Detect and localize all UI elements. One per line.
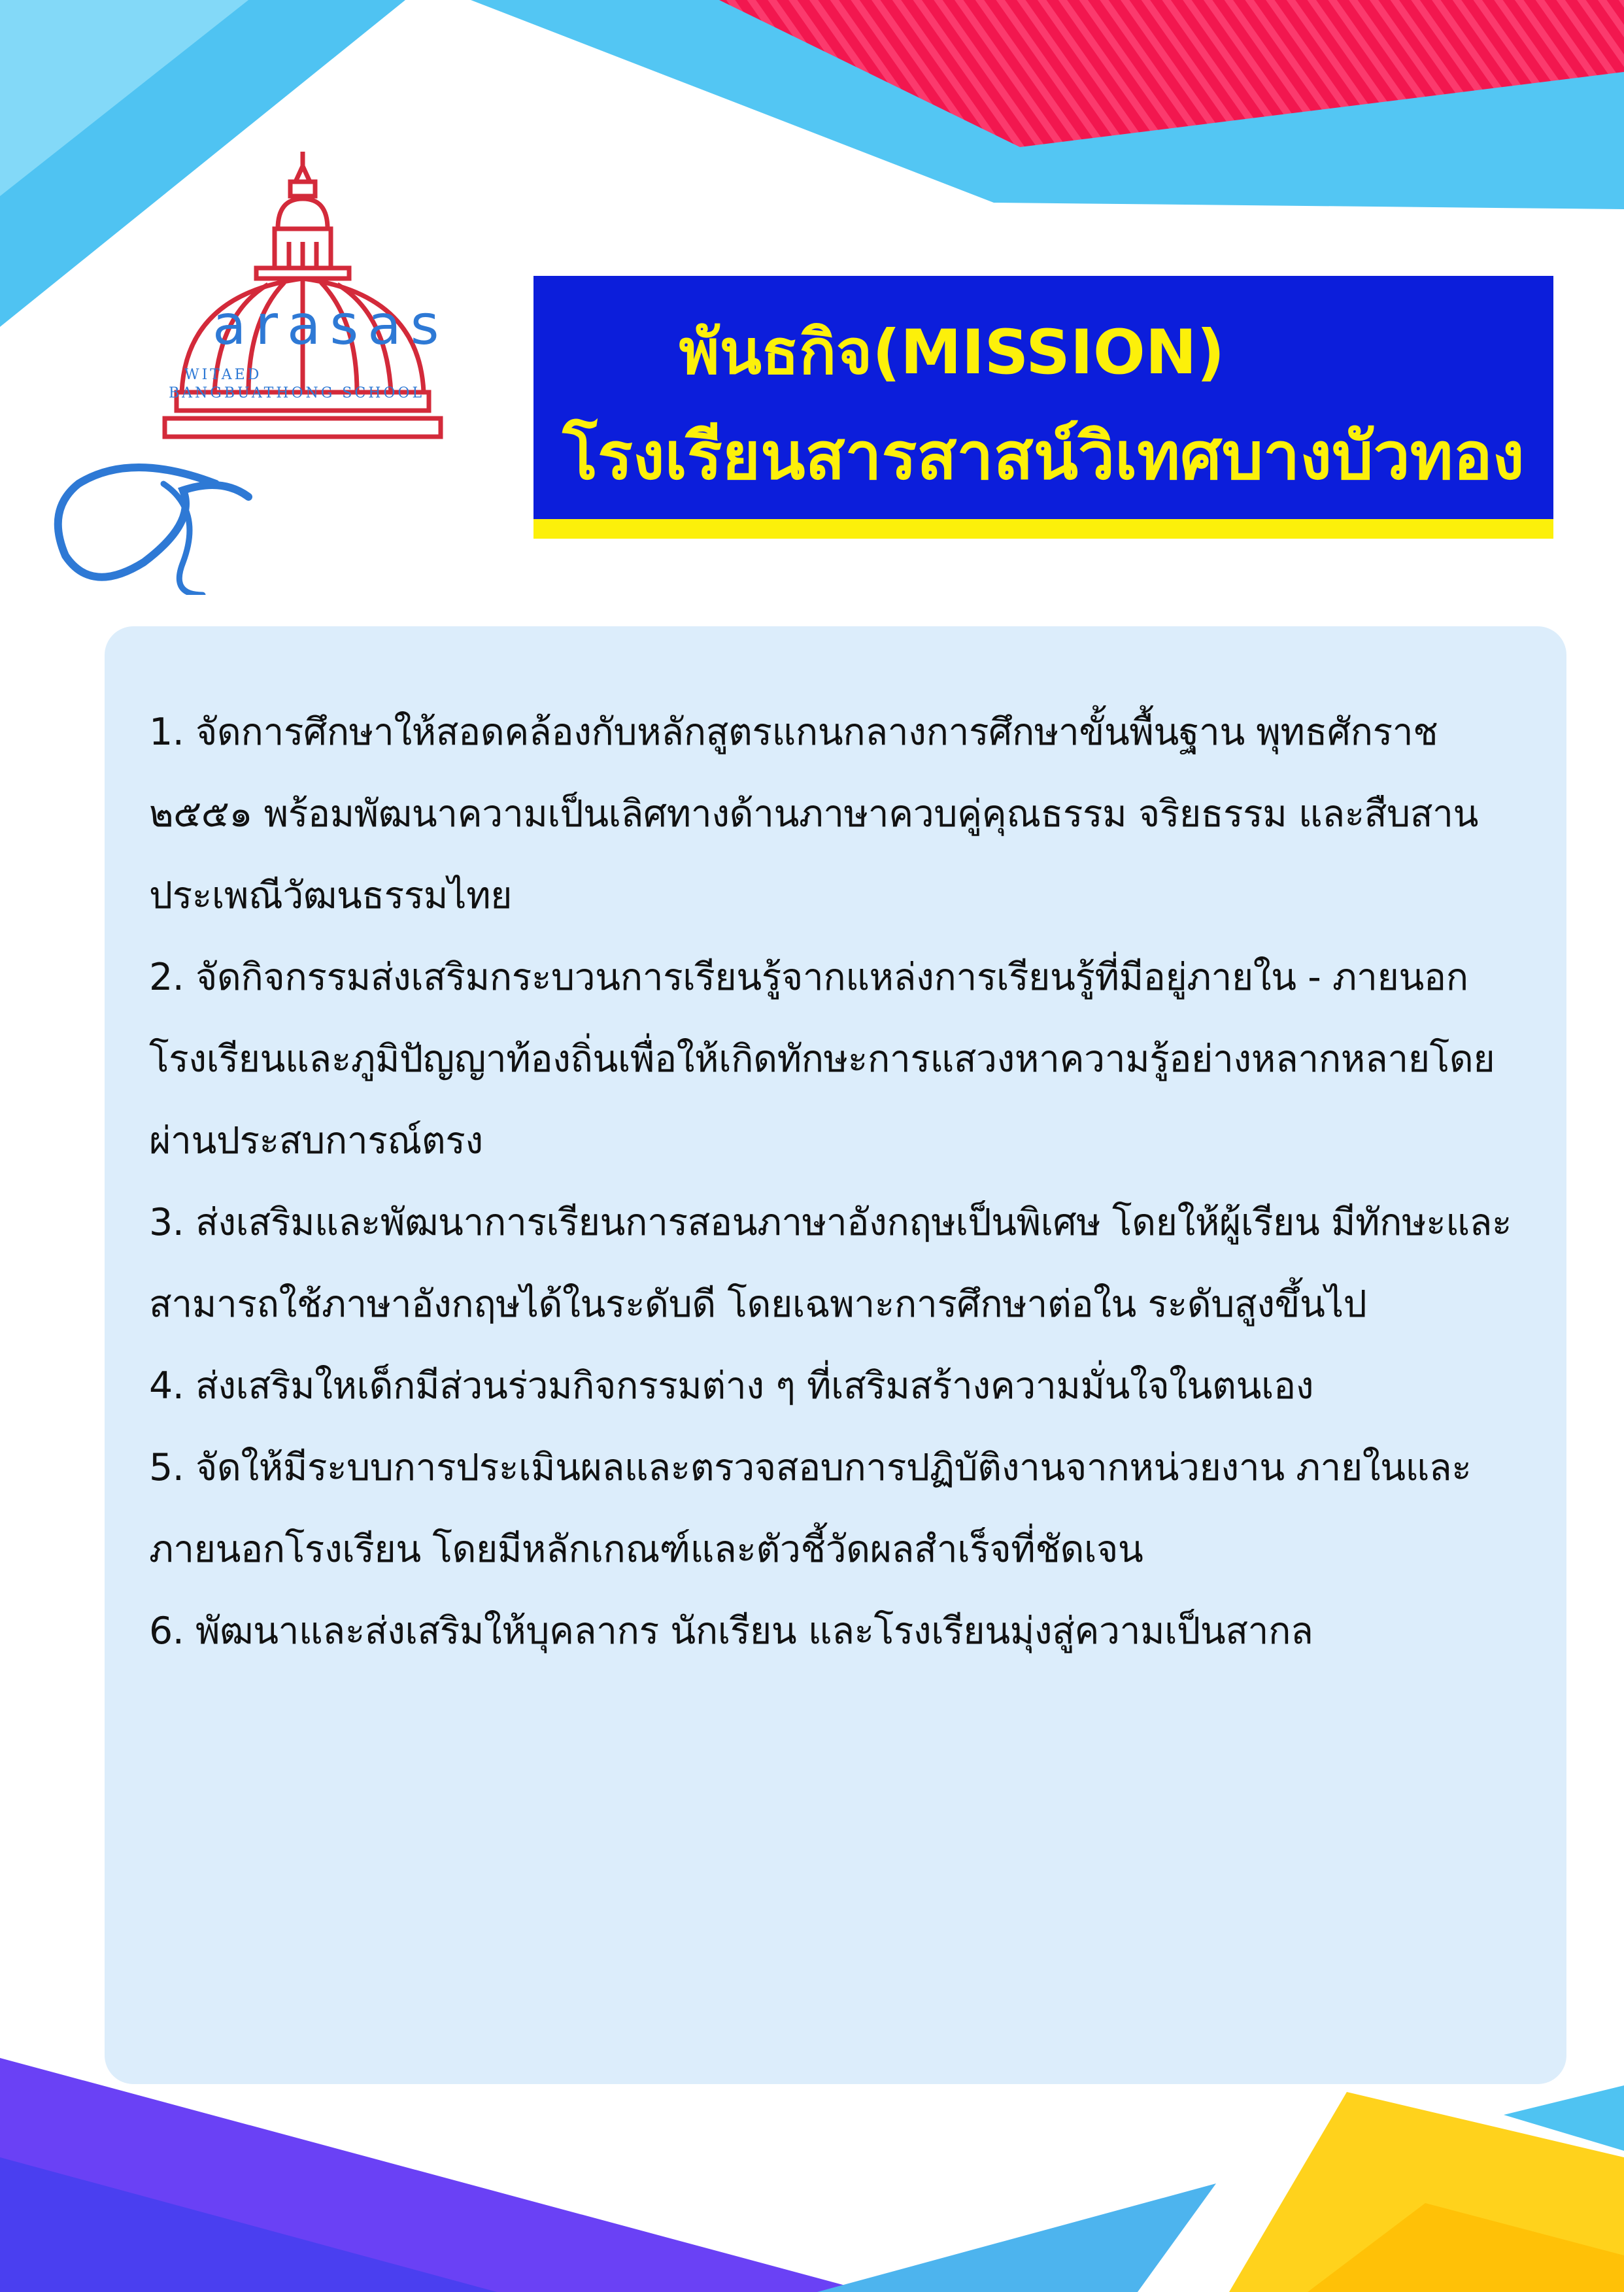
logo-subtitle bbox=[169, 366, 424, 403]
mission-item-5: 5. จัดให้มีระบบการประเมินผลและตรวจสอบการปฏิบัติงานจากหน่วยงาน ภายในและภายนอกโรงเรียน โดยมีหลักเกณฑ์และตัวชี้วัดผลสำเร็จที่ชัดเจน bbox=[149, 1446, 1472, 1571]
bottom-center-blue-shape bbox=[817, 2183, 1216, 2292]
mission-item-6: 6. พัฒนาและส่งเสริมให้บุคลากร นักเรียน และโรงเรียนมุ่งสู่ความเป็นสากล bbox=[149, 1609, 1313, 1653]
mission-item-1: 1. จัดการศึกษาให้สอดคล้องกับหลักสูตรแกนกลางการศึกษาขั้นพื้นฐาน พุทธศักราช ๒๕๕๑ พร้อมพัฒนาความเป็นเลิศทางด้านภาษาควบคู่คุณธรรม จริยธรรม และสืบสานประเพณีวัฒนธรรมไทย bbox=[149, 711, 1478, 917]
page-title: พันธกิจ(MISSION) bbox=[679, 317, 1225, 388]
school-name: โรงเรียนสารสาสน์วิเทศบางบัวทอง bbox=[562, 418, 1525, 494]
mission-panel bbox=[105, 626, 1566, 2084]
mission-item-3: 3. ส่งเสริมและพัฒนาการเรียนการสอนภาษาอังกฤษเป็นพิเศษ โดยให้ผู้เรียน มีทักษะและสามารถใช้ภาษาอังกฤษได้ในระดับดี โดยเฉพาะการศึกษาต่อใน ระดับสูงขึ้นไป bbox=[149, 1201, 1512, 1326]
logo-subtitle-line1: WITAED bbox=[184, 367, 262, 383]
mission-item-4: 4. ส่งเสริมใหเด็กมีส่วนร่วมกิจกรรมต่าง ๆ ที่เสริมสร้างความมั่นใจในตนเอง bbox=[149, 1364, 1314, 1407]
logo-subtitle-line2: BANGBUATHONG SCHOOL bbox=[169, 385, 425, 401]
mission-item-2: 2. จัดกิจกรรมส่งเสริมกระบวนการเรียนรู้จากแหล่งการเรียนรู้ที่มีอยู่ภายใน - ภายนอกโรงเรียนและภูมิปัญญาท้องถิ่นเพื่อให้เกิดทักษะการแสวงหาความรู้อย่างหลากหลายโดยผ่านประสบการณ์ตรง bbox=[149, 956, 1495, 1162]
title-banner bbox=[533, 276, 1553, 539]
logo-wordmark: arasas bbox=[212, 293, 448, 357]
mission-list bbox=[149, 692, 1548, 1672]
